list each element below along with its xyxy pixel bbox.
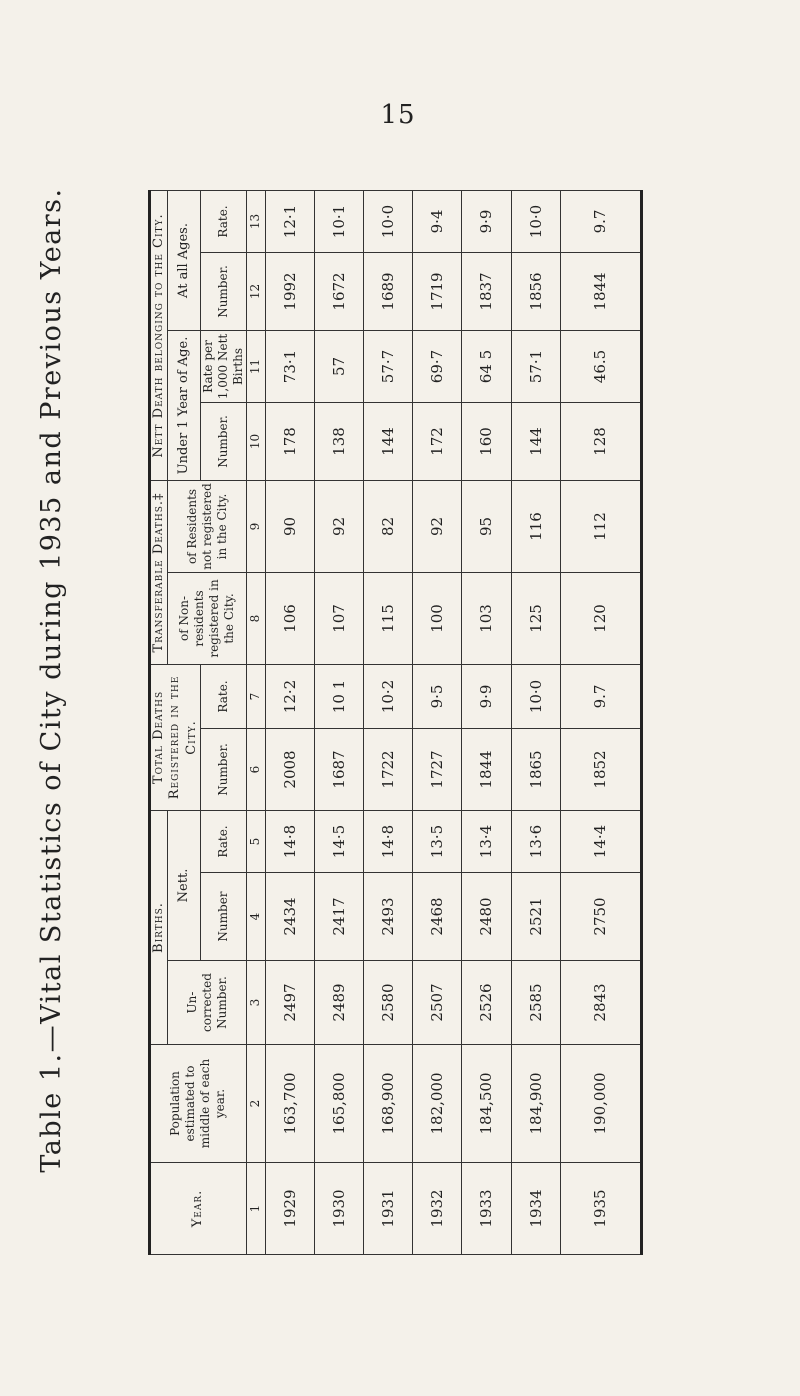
non-residents-cell: 106 <box>265 572 314 664</box>
total-death-rate-cell: 9·5 <box>413 664 462 728</box>
infant-deaths-cell: 178 <box>265 402 314 480</box>
nett-births-cell: 2417 <box>314 873 363 961</box>
column-number: 4 <box>246 873 265 961</box>
year-cell: 1929 <box>265 1163 314 1255</box>
birth-rate-cell: 14·5 <box>314 810 363 872</box>
total-deaths-cell: 2008 <box>265 728 314 810</box>
total-deaths-cell: 1852 <box>560 728 642 810</box>
total-deaths-cell: 1865 <box>511 728 560 810</box>
nett-births-cell: 2480 <box>462 873 511 961</box>
infant-deaths-cell: 138 <box>314 402 363 480</box>
column-number: 12 <box>246 252 265 330</box>
birth-rate-cell: 14·8 <box>265 810 314 872</box>
non-residents-cell: 125 <box>511 572 560 664</box>
residents-out-cell: 92 <box>314 480 363 572</box>
header-transferable-deaths: Transferable Deaths.‡ <box>150 480 168 664</box>
header-nett-number: Number <box>200 873 246 961</box>
non-residents-cell: 100 <box>413 572 462 664</box>
column-number: 11 <box>246 330 265 402</box>
non-residents-cell: 120 <box>560 572 642 664</box>
infant-rate-cell: 57 <box>314 330 363 402</box>
header-infant-rate: Rate per 1,000 Nett Births <box>200 330 246 402</box>
column-number: 9 <box>246 480 265 572</box>
total-death-rate-cell: 10 1 <box>314 664 363 728</box>
non-residents-cell: 115 <box>364 572 413 664</box>
header-birth-rate: Rate. <box>200 810 246 872</box>
table-title: Table 1.—Vital Statistics of City during 1935 and Previous Years. <box>36 187 67 1173</box>
vital-statistics-table <box>148 191 628 1255</box>
population-cell: 168,900 <box>364 1045 413 1163</box>
column-number: 10 <box>246 402 265 480</box>
uncorrected-births-cell: 2507 <box>413 961 462 1045</box>
birth-rate-cell: 13·5 <box>413 810 462 872</box>
column-number: 8 <box>246 572 265 664</box>
birth-rate-cell: 14·4 <box>560 810 642 872</box>
header-total-rate: Rate. <box>200 664 246 728</box>
total-deaths-cell: 1687 <box>314 728 363 810</box>
header-year: Year. <box>150 1163 247 1255</box>
header-death-rate: Rate. <box>200 190 246 252</box>
uncorrected-births-cell: 2497 <box>265 961 314 1045</box>
total-deaths-cell: 1727 <box>413 728 462 810</box>
header-at-all-ages: At all Ages. <box>168 190 201 330</box>
column-number: 7 <box>246 664 265 728</box>
death-rate-cell: 10·0 <box>364 190 413 252</box>
total-death-rate-cell: 9·9 <box>462 664 511 728</box>
population-cell: 190,000 <box>560 1045 642 1163</box>
header-nett: Nett. <box>168 810 201 960</box>
uncorrected-births-cell: 2843 <box>560 961 642 1045</box>
nett-deaths-cell: 1837 <box>462 252 511 330</box>
birth-rate-cell: 13·6 <box>511 810 560 872</box>
uncorrected-births-cell: 2580 <box>364 961 413 1045</box>
total-death-rate-cell: 10·2 <box>364 664 413 728</box>
residents-out-cell: 112 <box>560 480 642 572</box>
header-births: Births. <box>150 810 168 1044</box>
total-deaths-cell: 1844 <box>462 728 511 810</box>
nett-deaths-cell: 1719 <box>413 252 462 330</box>
nett-births-cell: 2434 <box>265 873 314 961</box>
header-total-deaths: Total Deaths Registered in the City. <box>150 664 201 810</box>
nett-deaths-cell: 1856 <box>511 252 560 330</box>
total-death-rate-cell: 9.7 <box>560 664 642 728</box>
total-death-rate-cell: 12·2 <box>265 664 314 728</box>
header-non-residents: of Non-residents registered in the City. <box>168 572 247 664</box>
infant-deaths-cell: 172 <box>413 402 462 480</box>
table-row <box>364 190 413 1254</box>
population-cell: 163,700 <box>265 1045 314 1163</box>
table-row <box>511 190 560 1254</box>
non-residents-cell: 107 <box>314 572 363 664</box>
infant-deaths-cell: 128 <box>560 402 642 480</box>
year-cell: 1931 <box>364 1163 413 1255</box>
death-rate-cell: 9·4 <box>413 190 462 252</box>
total-death-rate-cell: 10·0 <box>511 664 560 728</box>
header-nett-deaths: Nett Death belonging to the City. <box>150 190 168 480</box>
death-rate-cell: 9.7 <box>560 190 642 252</box>
uncorrected-births-cell: 2526 <box>462 961 511 1045</box>
header-total-number: Number. <box>200 728 246 810</box>
table-row <box>314 190 363 1254</box>
column-number: 5 <box>246 810 265 872</box>
nett-births-cell: 2493 <box>364 873 413 961</box>
header-residents-not-registered: of Residents not registered in the City. <box>168 480 247 572</box>
column-number: 1 <box>246 1163 265 1255</box>
residents-out-cell: 82 <box>364 480 413 572</box>
column-number: 2 <box>246 1045 265 1163</box>
nett-deaths-cell: 1672 <box>314 252 363 330</box>
nett-births-cell: 2521 <box>511 873 560 961</box>
nett-deaths-cell: 1844 <box>560 252 642 330</box>
year-cell: 1934 <box>511 1163 560 1255</box>
infant-rate-cell: 64 5 <box>462 330 511 402</box>
infant-rate-cell: 69·7 <box>413 330 462 402</box>
death-rate-cell: 10·0 <box>511 190 560 252</box>
birth-rate-cell: 13·4 <box>462 810 511 872</box>
population-cell: 184,900 <box>511 1045 560 1163</box>
header-population: Population estimated to middle of each year. <box>150 1045 247 1163</box>
death-rate-cell: 12·1 <box>265 190 314 252</box>
column-number: 6 <box>246 728 265 810</box>
infant-rate-cell: 73·1 <box>265 330 314 402</box>
page-number: 15 <box>380 100 416 130</box>
nett-births-cell: 2750 <box>560 873 642 961</box>
infant-deaths-cell: 144 <box>364 402 413 480</box>
year-cell: 1935 <box>560 1163 642 1255</box>
year-cell: 1933 <box>462 1163 511 1255</box>
infant-rate-cell: 57·7 <box>364 330 413 402</box>
population-cell: 182,000 <box>413 1045 462 1163</box>
infant-rate-cell: 46.5 <box>560 330 642 402</box>
table-row <box>462 190 511 1254</box>
uncorrected-births-cell: 2489 <box>314 961 363 1045</box>
infant-deaths-cell: 160 <box>462 402 511 480</box>
birth-rate-cell: 14·8 <box>364 810 413 872</box>
year-cell: 1932 <box>413 1163 462 1255</box>
column-number: 13 <box>246 190 265 252</box>
nett-deaths-cell: 1992 <box>265 252 314 330</box>
header-under-1: Under 1 Year of Age. <box>168 330 201 480</box>
table-row <box>265 190 314 1254</box>
residents-out-cell: 90 <box>265 480 314 572</box>
residents-out-cell: 95 <box>462 480 511 572</box>
year-cell: 1930 <box>314 1163 363 1255</box>
non-residents-cell: 103 <box>462 572 511 664</box>
population-cell: 184,500 <box>462 1045 511 1163</box>
nett-deaths-cell: 1689 <box>364 252 413 330</box>
header-nett-death-number: Number. <box>200 252 246 330</box>
infant-rate-cell: 57·1 <box>511 330 560 402</box>
column-number: 3 <box>246 961 265 1045</box>
death-rate-cell: 9·9 <box>462 190 511 252</box>
total-deaths-cell: 1722 <box>364 728 413 810</box>
death-rate-cell: 10·1 <box>314 190 363 252</box>
table-row <box>413 190 462 1254</box>
residents-out-cell: 92 <box>413 480 462 572</box>
population-cell: 165,800 <box>314 1045 363 1163</box>
header-infant-number: Number. <box>200 402 246 480</box>
nett-births-cell: 2468 <box>413 873 462 961</box>
infant-deaths-cell: 144 <box>511 402 560 480</box>
residents-out-cell: 116 <box>511 480 560 572</box>
header-uncorrected-number: Un-corrected Number. <box>168 961 247 1045</box>
table-row <box>560 190 642 1254</box>
uncorrected-births-cell: 2585 <box>511 961 560 1045</box>
